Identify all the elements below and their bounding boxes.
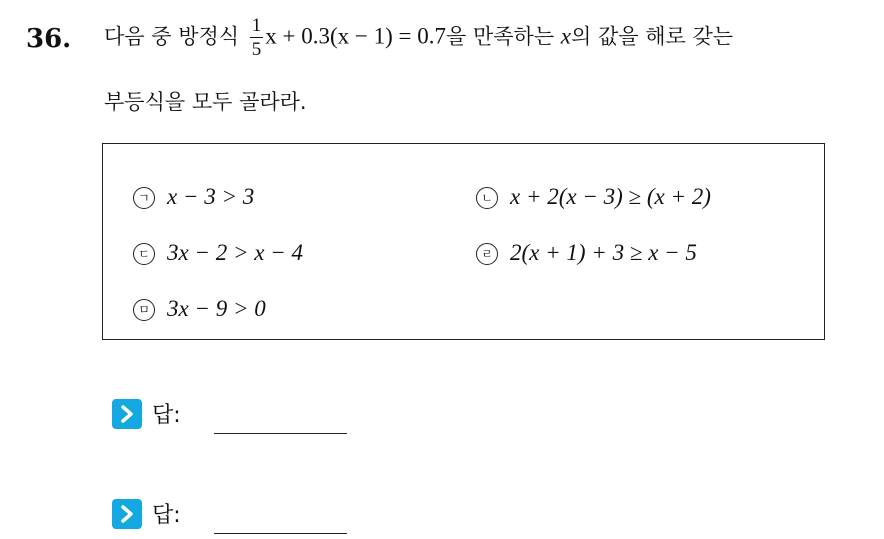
- option-marker: ㄹ: [476, 243, 498, 265]
- chevron-right-icon: [112, 399, 142, 429]
- question-line-1: [104, 16, 733, 59]
- option-5: [133, 296, 266, 322]
- option-text: 3x − 9 > 0: [167, 296, 266, 321]
- answer-blank-1[interactable]: [214, 433, 347, 434]
- option-2: [476, 184, 711, 210]
- option-text: 3x − 2 > x − 4: [167, 240, 303, 265]
- question-text-after-equation: 을 만족하는: [446, 24, 555, 49]
- option-text: 2(x + 1) + 3 ≥ x − 5: [510, 240, 697, 265]
- question-line-2: 부등식을 모두 골라라.: [104, 90, 307, 114]
- option-marker: ㄷ: [133, 243, 155, 265]
- option-marker: ㄱ: [133, 187, 155, 209]
- question-text-before: 다음 중 방정식: [104, 24, 240, 49]
- question-text-end: 의 값을 해로 갖는: [571, 24, 734, 49]
- answer-label: 답:: [152, 503, 181, 528]
- fraction: [250, 16, 264, 59]
- chevron-right-icon: [112, 499, 142, 529]
- option-3: [133, 240, 303, 266]
- equation: x + 0.3(x − 1) = 0.7: [265, 23, 446, 49]
- option-marker: ㄴ: [476, 187, 498, 209]
- answer-blank-2[interactable]: [214, 533, 347, 534]
- fraction-numerator: 1: [251, 15, 262, 36]
- fraction-denominator: 5: [251, 39, 262, 60]
- answer-row-1: [112, 398, 181, 429]
- option-4: [476, 240, 697, 266]
- question-number: 36.: [26, 24, 72, 54]
- option-1: [133, 184, 254, 210]
- answer-label: 답:: [152, 403, 181, 428]
- option-text: x + 2(x − 3) ≥ (x + 2): [510, 184, 711, 209]
- variable-x: x: [560, 23, 572, 49]
- option-marker: ㅁ: [133, 299, 155, 321]
- answer-row-2: [112, 498, 181, 529]
- option-text: x − 3 > 3: [167, 184, 255, 209]
